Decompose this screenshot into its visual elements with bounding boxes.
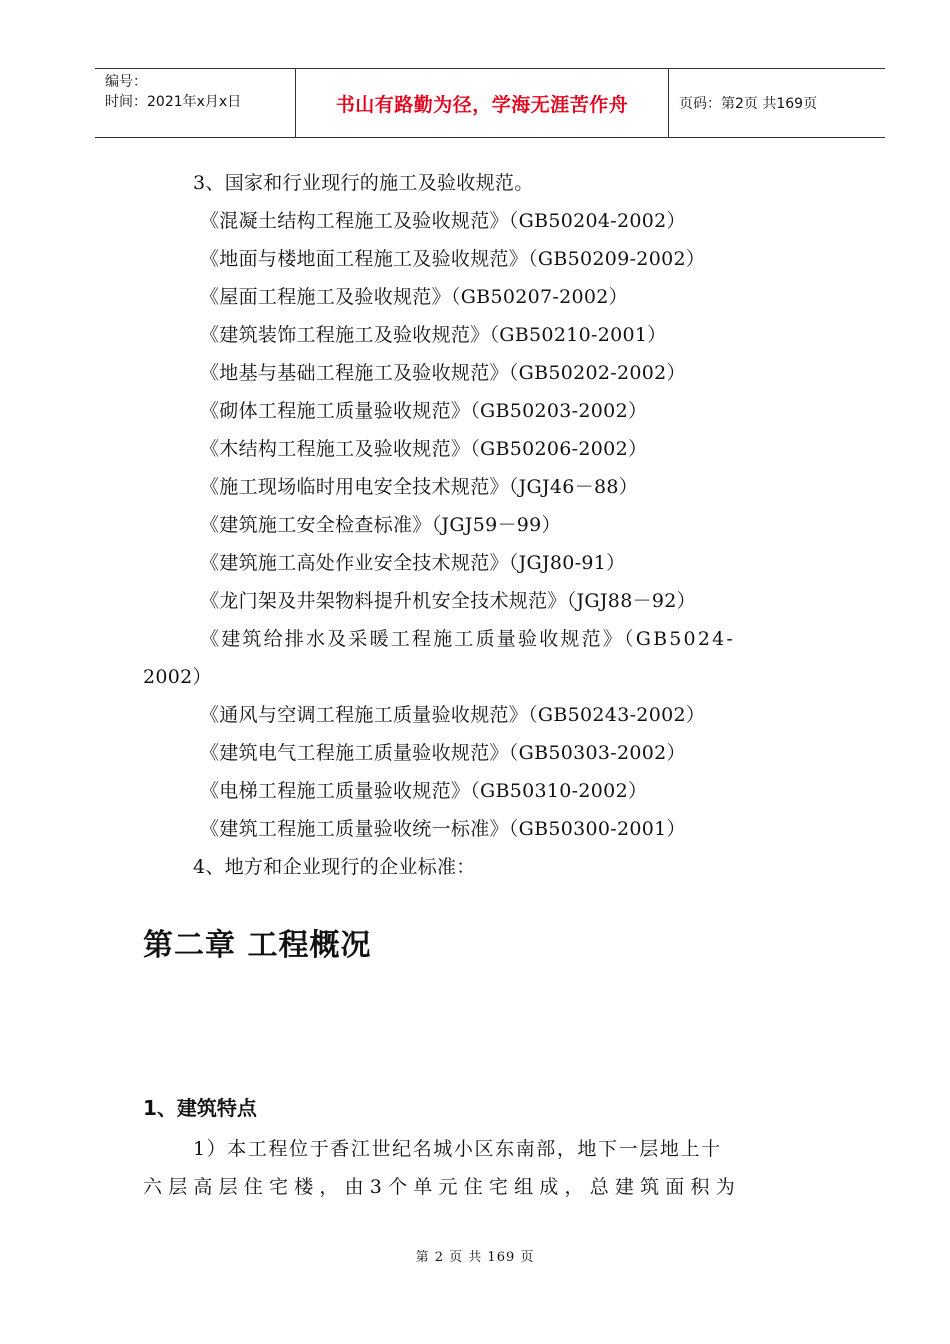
page-footer: 第 2 页 共 169 页 <box>415 1250 535 1265</box>
doc-number-label: 编号： <box>105 74 147 90</box>
standard-line: 《建筑装饰工程施工及验收规范》（GB50210-2001） <box>200 324 667 346</box>
standard-line: 《龙门架及井架物料提升机安全技术规范》（JGJ88－92） <box>200 590 696 612</box>
standard-line: 《通风与空调工程施工质量验收规范》（GB50243-2002） <box>200 704 706 726</box>
standard-line: 《地基与基础工程施工及验收规范》（GB50202-2002） <box>200 362 686 384</box>
standard-line: 《砌体工程施工质量验收规范》（GB50203-2002） <box>200 400 648 422</box>
chapter-title: 第二章 工程概况 <box>143 928 372 963</box>
paragraph-line: 六层高层住宅楼，由3个单元住宅组成，总建筑面积为 <box>143 1176 741 1198</box>
header-motto: 书山有路勤为径，学海无涯苦作舟 <box>296 69 669 137</box>
standard-line: 《木结构工程施工及验收规范》（GB50206-2002） <box>200 438 648 460</box>
standard-line: 《地面与楼地面工程施工及验收规范》（GB50209-2002） <box>200 248 706 270</box>
item-4: 4、地方和企业现行的企业标准： <box>193 856 476 878</box>
header-meta <box>95 69 296 137</box>
item-3: 3、国家和行业现行的施工及验收规范。 <box>193 172 534 194</box>
page-header <box>95 68 885 138</box>
standard-line: 《建筑施工高处作业安全技术规范》（JGJ80-91） <box>200 552 626 574</box>
time-label: 时间：2021年x月x日 <box>105 94 242 110</box>
standard-line: 《施工现场临时用电安全技术规范》（JGJ46－88） <box>200 476 639 498</box>
standard-line: 《建筑电气工程施工质量验收规范》（GB50303-2002） <box>200 742 686 764</box>
standard-line: 《屋面工程施工及验收规范》（GB50207-2002） <box>200 286 628 308</box>
standard-line-wrapped-cont: 2002） <box>143 666 212 688</box>
standard-line: 《混凝土结构工程施工及验收规范》（GB50204-2002） <box>200 210 686 232</box>
section-title: 1、建筑特点 <box>143 1096 257 1120</box>
header-page-number: 页码：第2页 共169页 <box>679 96 818 112</box>
standard-line: 《建筑工程施工质量验收统一标准》（GB50300-2001） <box>200 818 686 840</box>
standard-line: 《电梯工程施工质量验收规范》（GB50310-2002） <box>200 780 648 802</box>
paragraph-line: 1）本工程位于香江世纪名城小区东南部，地下一层地上十 <box>193 1138 722 1160</box>
standard-line: 《建筑施工安全检查标准》（JGJ59－99） <box>200 514 561 536</box>
standard-line-wrapped: 《建筑给排水及采暖工程施工质量验收规范》（GB5024- <box>200 628 736 650</box>
